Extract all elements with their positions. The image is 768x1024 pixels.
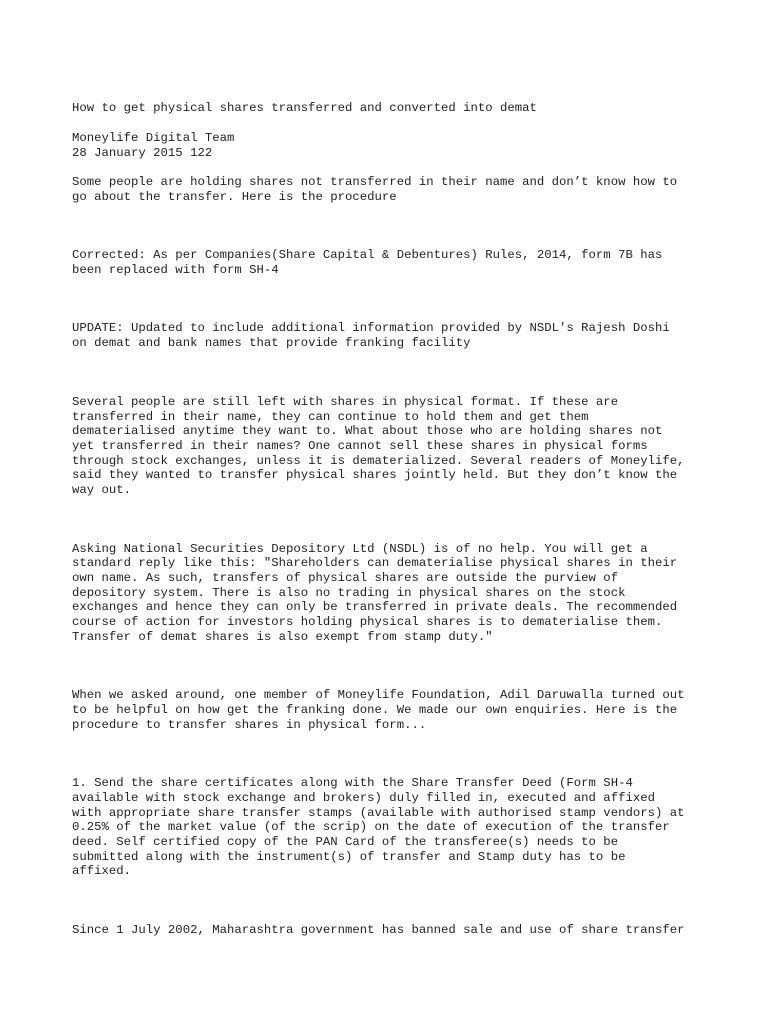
update-line: UPDATE: Updated to include additional information provided by NSDL's Rajesh Doshi [72, 321, 670, 335]
paragraph-line: standard reply like this: "Shareholders can dematerialise physical shares in their [72, 556, 678, 570]
paragraph-line: transferred in their name, they can continue to hold them and get them [72, 410, 589, 424]
intro-line: Some people are holding shares not transferred in their name and don’t know how to [72, 175, 678, 189]
update-line: on demat and bank names that provide franking facility [72, 336, 471, 350]
paragraph-line: exchanges and hence they can only be transferred in private deals. The recommended [72, 600, 678, 614]
document-title: How to get physical shares transferred and converted into demat [72, 101, 537, 115]
paragraph-line: said they wanted to transfer physical shares jointly held. But they don’t know the [72, 468, 678, 482]
paragraph-line: When we asked around, one member of Moneylife Foundation, Adil Daruwalla turned out [72, 688, 685, 702]
step-line: 1. Send the share certificates along with the Share Transfer Deed (Form SH-4 [72, 776, 633, 790]
paragraph-line: Asking National Securities Depository Ltd (NSDL) is of no help. You will get a [72, 542, 648, 556]
intro-line: go about the transfer. Here is the procedure [72, 190, 397, 204]
step-line: deed. Self certified copy of the PAN Card of the transferee(s) needs to be [72, 835, 619, 849]
correction-line: Corrected: As per Companies(Share Capital & Debentures) Rules, 2014, form 7B has [72, 248, 663, 262]
step-line: submitted along with the instrument(s) of transfer and Stamp duty has to be [72, 850, 626, 864]
step-line: with appropriate share transfer stamps (available with authorised stamp vendors) at [72, 806, 685, 820]
correction-line: been replaced with form SH-4 [72, 263, 279, 277]
author-name: Moneylife Digital Team [72, 131, 235, 145]
paragraph-line: depository system. There is also no trading in physical shares on the stock [72, 586, 626, 600]
paragraph-line: Transfer of demat shares is also exempt from stamp duty." [72, 630, 493, 644]
paragraph-line: yet transferred in their names? One cannot sell these shares in physical forms [72, 439, 648, 453]
paragraph-line: way out. [72, 483, 132, 497]
paragraph-line: dematerialised anytime they want to. What about those who are holding shares not [72, 424, 663, 438]
step-line: 0.25% of the market value (of the scrip) on the date of execution of the transfer [72, 820, 670, 834]
paragraph-line: own name. As such, transfers of physical shares are outside the purview of [72, 571, 619, 585]
paragraph-line: Since 1 July 2002, Maharashtra government has banned sale and use of share transfer [72, 923, 685, 937]
paragraph-line: course of action for investors holding physical shares is to dematerialise them. [72, 615, 663, 629]
paragraph-line: procedure to transfer shares in physical form... [72, 718, 427, 732]
step-line: available with stock exchange and brokers) duly filled in, executed and affixed [72, 791, 655, 805]
paragraph-line: Several people are still left with shares in physical format. If these are [72, 395, 619, 409]
paragraph-line: to be helpful on how get the franking done. We made our own enquiries. Here is the [72, 703, 678, 717]
paragraph-line: through stock exchanges, unless it is dematerialized. Several readers of Moneylife, [72, 454, 685, 468]
step-line: affixed. [72, 864, 132, 878]
publish-date: 28 January 2015 122 [72, 146, 213, 160]
